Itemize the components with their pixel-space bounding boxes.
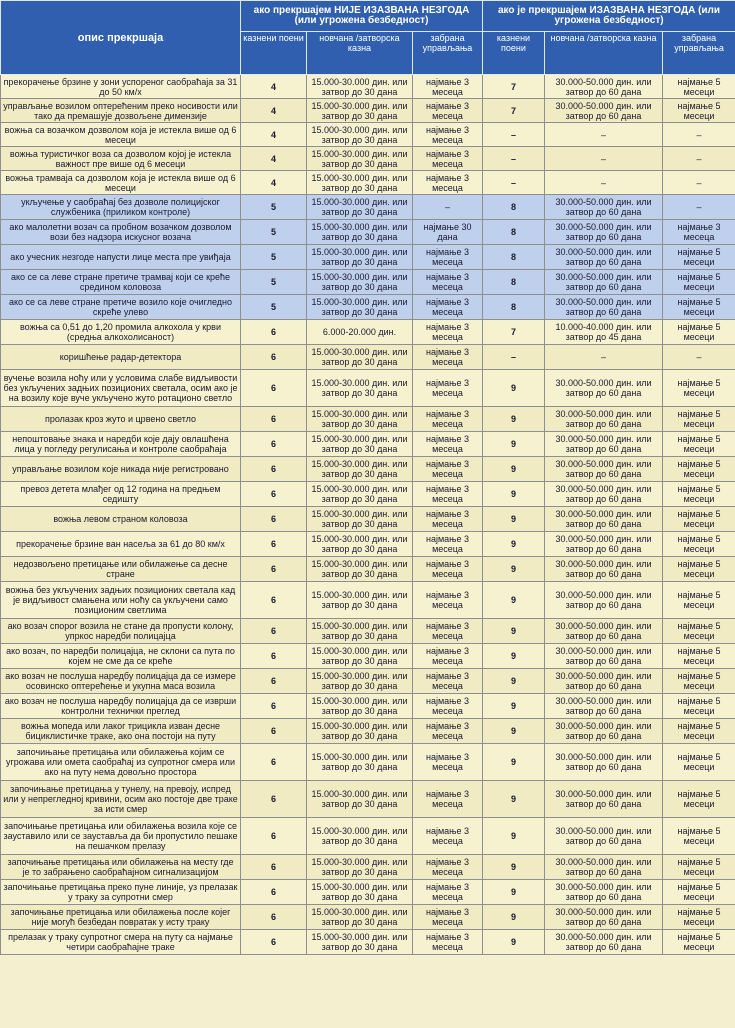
violation-description: вучење возила ноћу или у условима слабе видљивости без укључених задњих позиционих светала, осим ако је на возилу које вуче укључено жуто ротационо светло [1,370,241,407]
ban-no-accident: најмање 3 месеца [413,781,483,818]
fine-accident: 30.000-50.000 дин. или затвор до 60 дана [545,295,663,320]
violation-description: вожња трамваја са дозволом која је истекла више од 6 месеци [1,171,241,195]
ban-no-accident: најмање 3 месеца [413,669,483,694]
fine-no-accident: 15.000-30.000 дин. или затвор до 30 дана [307,719,413,744]
table-row [1,744,735,781]
ban-no-accident: најмање 3 месеца [413,147,483,171]
ban-accident: – [663,171,735,195]
points-no-accident: 6 [241,345,307,370]
points-no-accident: 6 [241,669,307,694]
points-no-accident: 6 [241,320,307,345]
points-no-accident: 6 [241,719,307,744]
ban-no-accident: најмање 3 месеца [413,457,483,482]
points-no-accident: 4 [241,171,307,195]
ban-no-accident: најмање 3 месеца [413,694,483,719]
table-row [1,482,735,507]
violation-description: коришћење радар-детектора [1,345,241,370]
fine-accident: 30.000-50.000 дин. или затвор до 60 дана [545,744,663,781]
points-no-accident: 5 [241,220,307,245]
table-row [1,171,735,195]
table-row [1,457,735,482]
ban-header-2: забрана управљања [663,32,735,75]
fine-no-accident: 15.000-30.000 дин. или затвор до 30 дана [307,171,413,195]
table-row [1,123,735,147]
ban-no-accident: најмање 3 месеца [413,744,483,781]
table-row [1,99,735,123]
points-accident: 9 [483,619,545,644]
accident-group-header: ако је прекршајем ИЗАЗВАНА НЕЗГОДА (или угрожена безбедност) [483,1,735,32]
table-row [1,644,735,669]
table-row [1,507,735,532]
table-row [1,694,735,719]
ban-accident: најмање 5 месеци [663,320,735,345]
ban-no-accident: најмање 3 месеца [413,619,483,644]
points-accident: – [483,171,545,195]
points-no-accident: 6 [241,855,307,880]
fine-no-accident: 15.000-30.000 дин. или затвор до 30 дана [307,147,413,171]
fine-no-accident: 15.000-30.000 дин. или затвор до 30 дана [307,694,413,719]
fine-no-accident: 15.000-30.000 дин. или затвор до 30 дана [307,99,413,123]
ban-accident: – [663,123,735,147]
ban-no-accident: најмање 3 месеца [413,99,483,123]
table-row [1,407,735,432]
fine-accident: 30.000-50.000 дин. или затвор до 60 дана [545,532,663,557]
points-accident: 9 [483,432,545,457]
points-no-accident: 6 [241,482,307,507]
fine-accident: 30.000-50.000 дин. или затвор до 60 дана [545,195,663,220]
fine-accident: 30.000-50.000 дин. или затвор до 60 дана [545,99,663,123]
violation-description: вожња без укључених задњих позиционих светала кад је видљивост смањена или ноћу са укључени само позиционим светлима [1,582,241,619]
fine-no-accident: 15.000-30.000 дин. или затвор до 30 дана [307,582,413,619]
points-accident: 9 [483,905,545,930]
fine-accident: – [545,147,663,171]
fine-no-accident: 15.000-30.000 дин. или затвор до 30 дана [307,532,413,557]
points-accident: 9 [483,669,545,694]
table-row [1,619,735,644]
ban-accident: најмање 5 месеци [663,930,735,955]
ban-no-accident: најмање 3 месеца [413,818,483,855]
points-no-accident: 6 [241,619,307,644]
ban-accident: најмање 5 месеци [663,532,735,557]
ban-accident: – [663,147,735,171]
table-row [1,295,735,320]
points-accident: 9 [483,644,545,669]
points-accident: 8 [483,270,545,295]
ban-no-accident: најмање 3 месеца [413,123,483,147]
violation-description: ако учесник незгоде напусти лице места пре увиђаја [1,245,241,270]
fine-accident: 30.000-50.000 дин. или затвор до 60 дана [545,482,663,507]
fine-no-accident: 15.000-30.000 дин. или затвор до 30 дана [307,744,413,781]
fine-no-accident: 15.000-30.000 дин. или затвор до 30 дана [307,557,413,582]
points-no-accident: 5 [241,270,307,295]
ban-no-accident: најмање 3 месеца [413,507,483,532]
violation-description: вожња са возачком дозволом која је истекла више од 6 месеци [1,123,241,147]
table-row [1,320,735,345]
fine-accident: 30.000-50.000 дин. или затвор до 60 дана [545,457,663,482]
violation-description: управљање возилом које никада није регистровано [1,457,241,482]
ban-no-accident: најмање 3 месеца [413,270,483,295]
ban-accident: најмање 5 месеци [663,482,735,507]
table-row [1,270,735,295]
violation-description: прелазак у траку супротног смера на путу са најмање четири саобраћајне траке [1,930,241,955]
points-accident: 7 [483,99,545,123]
points-no-accident: 6 [241,532,307,557]
fine-accident: 30.000-50.000 дин. или затвор до 60 дана [545,370,663,407]
table-row [1,432,735,457]
ban-no-accident: најмање 3 месеца [413,407,483,432]
ban-accident: најмање 5 месеци [663,432,735,457]
fine-accident: 30.000-50.000 дин. или затвор до 60 дана [545,507,663,532]
fine-no-accident: 15.000-30.000 дин. или затвор до 30 дана [307,407,413,432]
violation-description: започињање претицања или обилажења којим се угрожава или омета саобраћај из супротног смера или ако на путу нема довољно простора [1,744,241,781]
fine-no-accident: 15.000-30.000 дин. или затвор до 30 дана [307,930,413,955]
ban-accident: најмање 5 месеци [663,407,735,432]
points-accident: 9 [483,507,545,532]
ban-header-1: забрана управљања [413,32,483,75]
ban-accident: најмање 5 месеци [663,644,735,669]
points-header-1: казнени поени [241,32,307,75]
violation-description: започињање претицања преко пуне линије, уз прелазак у траку за супротни смер [1,880,241,905]
points-accident: 9 [483,818,545,855]
violation-description: вожња мопеда или лаког трицикла изван десне бициклистичке траке, ако она постоји на путу [1,719,241,744]
points-no-accident: 6 [241,370,307,407]
table-row [1,370,735,407]
fine-no-accident: 15.000-30.000 дин. или затвор до 30 дана [307,619,413,644]
points-accident: 8 [483,295,545,320]
ban-accident: најмање 5 месеци [663,75,735,99]
fine-no-accident: 15.000-30.000 дин. или затвор до 30 дана [307,818,413,855]
fine-no-accident: 15.000-30.000 дин. или затвор до 30 дана [307,370,413,407]
fine-accident: – [545,123,663,147]
fine-no-accident: 15.000-30.000 дин. или затвор до 30 дана [307,432,413,457]
points-no-accident: 6 [241,507,307,532]
violation-description: непоштовање знака и наредби које дају овлашћена лица у погледу регулисања и контроле саобраћаја [1,432,241,457]
fine-accident: 30.000-50.000 дин. или затвор до 60 дана [545,619,663,644]
table-row [1,781,735,818]
ban-accident: најмање 5 месеци [663,295,735,320]
violation-description: вожња левом страном коловоза [1,507,241,532]
fine-accident: 30.000-50.000 дин. или затвор до 60 дана [545,557,663,582]
violation-description: ако се са леве стране претиче трамвај који се креће средином коловоза [1,270,241,295]
points-accident: 9 [483,407,545,432]
fine-no-accident: 15.000-30.000 дин. или затвор до 30 дана [307,75,413,99]
fine-accident: 30.000-50.000 дин. или затвор до 60 дана [545,432,663,457]
points-accident: 9 [483,582,545,619]
violation-description: започињање претицања у тунелу, на превоју, испред или у непрегледној кривини, осим ако постоје две траке за исти смер [1,781,241,818]
ban-accident: – [663,345,735,370]
ban-no-accident: – [413,195,483,220]
points-no-accident: 4 [241,123,307,147]
table-row [1,532,735,557]
points-no-accident: 5 [241,295,307,320]
points-no-accident: 6 [241,644,307,669]
no-accident-group-header: ако прекршајем НИЈЕ ИЗАЗВАНА НЕЗГОДА (или угрожена безбедност) [241,1,483,32]
fine-accident: 10.000-40.000 дин. или затвор до 45 дана [545,320,663,345]
violation-description: недозвољено претицање или обилажење са десне стране [1,557,241,582]
violation-description: ако возач спорог возила не стане да пропусти колону, упркос наредби полицајца [1,619,241,644]
points-no-accident: 6 [241,407,307,432]
points-header-2: казнени поени [483,32,545,75]
points-accident: 7 [483,320,545,345]
violation-description: ако се са леве стране претиче возило које очигледно скреће улево [1,295,241,320]
fine-accident: 30.000-50.000 дин. или затвор до 60 дана [545,930,663,955]
fine-accident: 30.000-50.000 дин. или затвор до 60 дана [545,644,663,669]
fine-no-accident: 15.000-30.000 дин. или затвор до 30 дана [307,855,413,880]
table-row [1,719,735,744]
points-accident: 9 [483,880,545,905]
violation-description: вожња са 0,51 до 1,20 промила алкохола у крви (средња алкохолисаност) [1,320,241,345]
ban-accident: најмање 3 месеца [663,220,735,245]
fine-accident: 30.000-50.000 дин. или затвор до 60 дана [545,855,663,880]
points-no-accident: 5 [241,195,307,220]
fine-no-accident: 15.000-30.000 дин. или затвор до 30 дана [307,781,413,818]
points-no-accident: 6 [241,930,307,955]
ban-accident: најмање 5 месеци [663,557,735,582]
ban-accident: најмање 5 месеци [663,694,735,719]
violation-description: укључење у саобраћај без дозволе полицијског службеника (приликом контроле) [1,195,241,220]
ban-no-accident: најмање 3 месеца [413,482,483,507]
points-no-accident: 4 [241,75,307,99]
fine-accident: 30.000-50.000 дин. или затвор до 60 дана [545,719,663,744]
points-no-accident: 6 [241,582,307,619]
ban-no-accident: најмање 3 месеца [413,557,483,582]
violation-description: започињање претицања или обилажења на месту где је то забрањено саобраћајном сигнализацијом [1,855,241,880]
table-row [1,345,735,370]
ban-no-accident: најмање 3 месеца [413,719,483,744]
points-accident: 8 [483,245,545,270]
ban-no-accident: најмање 3 месеца [413,320,483,345]
table-row [1,147,735,171]
ban-no-accident: најмање 3 месеца [413,582,483,619]
fine-no-accident: 15.000-30.000 дин. или затвор до 30 дана [307,295,413,320]
violation-description: ако малолетни возач са пробном возачком дозволом вози без надзора искусног возача [1,220,241,245]
ban-no-accident: најмање 3 месеца [413,171,483,195]
ban-accident: најмање 5 месеци [663,669,735,694]
points-no-accident: 6 [241,694,307,719]
table-row [1,195,735,220]
ban-no-accident: најмање 30 дана [413,220,483,245]
fine-accident: 30.000-50.000 дин. или затвор до 60 дана [545,220,663,245]
violation-description: прекорачење брзине у зони успореног саобраћаја за 31 до 50 км/х [1,75,241,99]
fine-no-accident: 15.000-30.000 дин. или затвор до 30 дана [307,457,413,482]
ban-no-accident: најмање 3 месеца [413,345,483,370]
table-row [1,669,735,694]
points-no-accident: 6 [241,880,307,905]
ban-accident: најмање 5 месеци [663,781,735,818]
fine-accident: 30.000-50.000 дин. или затвор до 60 дана [545,270,663,295]
fine-no-accident: 6.000-20.000 дин. [307,320,413,345]
violation-description: ако возач, по наредби полицајца, не склони са пута по којем не сме да се креће [1,644,241,669]
ban-accident: најмање 5 месеци [663,855,735,880]
table-row [1,880,735,905]
fine-header-2: новчана /затворска казна [545,32,663,75]
fine-no-accident: 15.000-30.000 дин. или затвор до 30 дана [307,905,413,930]
table-row [1,905,735,930]
fine-accident: 30.000-50.000 дин. или затвор до 60 дана [545,669,663,694]
fine-no-accident: 15.000-30.000 дин. или затвор до 30 дана [307,880,413,905]
points-no-accident: 6 [241,557,307,582]
points-no-accident: 6 [241,818,307,855]
fine-no-accident: 15.000-30.000 дин. или затвор до 30 дана [307,669,413,694]
fine-no-accident: 15.000-30.000 дин. или затвор до 30 дана [307,644,413,669]
ban-accident: најмање 5 месеци [663,582,735,619]
fine-accident: 30.000-50.000 дин. или затвор до 60 дана [545,880,663,905]
points-no-accident: 6 [241,744,307,781]
fine-no-accident: 15.000-30.000 дин. или затвор до 30 дана [307,220,413,245]
ban-no-accident: најмање 3 месеца [413,905,483,930]
points-no-accident: 4 [241,99,307,123]
ban-accident: најмање 5 месеци [663,270,735,295]
table-row [1,582,735,619]
points-accident: 9 [483,719,545,744]
table-row [1,557,735,582]
ban-accident: – [663,195,735,220]
fine-no-accident: 15.000-30.000 дин. или затвор до 30 дана [307,195,413,220]
points-no-accident: 6 [241,457,307,482]
points-accident: 9 [483,482,545,507]
points-accident: 8 [483,220,545,245]
ban-accident: најмање 5 месеци [663,719,735,744]
ban-no-accident: најмање 3 месеца [413,532,483,557]
fine-accident: 30.000-50.000 дин. или затвор до 60 дана [545,818,663,855]
points-no-accident: 6 [241,905,307,930]
points-accident: 9 [483,457,545,482]
points-accident: 9 [483,557,545,582]
ban-no-accident: најмање 3 месеца [413,880,483,905]
points-accident: 7 [483,75,545,99]
ban-accident: најмање 5 месеци [663,245,735,270]
table-row [1,75,735,99]
points-no-accident: 5 [241,245,307,270]
fine-accident: 30.000-50.000 дин. или затвор до 60 дана [545,407,663,432]
violation-description: пролазак кроз жуто и црвено светло [1,407,241,432]
ban-no-accident: најмање 3 месеца [413,295,483,320]
table-row [1,220,735,245]
points-accident: 8 [483,195,545,220]
table-header [1,1,735,75]
ban-accident: најмање 5 месеци [663,905,735,930]
violation-description: превоз детета млађег од 12 година на предњем седишту [1,482,241,507]
ban-accident: најмање 5 месеци [663,507,735,532]
table-row [1,818,735,855]
ban-no-accident: најмање 3 месеца [413,644,483,669]
fine-no-accident: 15.000-30.000 дин. или затвор до 30 дана [307,507,413,532]
table-row [1,930,735,955]
points-accident: 9 [483,694,545,719]
fine-no-accident: 15.000-30.000 дин. или затвор до 30 дана [307,482,413,507]
ban-no-accident: најмање 3 месеца [413,855,483,880]
ban-accident: најмање 5 месеци [663,99,735,123]
ban-no-accident: најмање 3 месеца [413,75,483,99]
points-accident: – [483,345,545,370]
ban-no-accident: најмање 3 месеца [413,370,483,407]
fine-no-accident: 15.000-30.000 дин. или затвор до 30 дана [307,245,413,270]
violation-description: прекорачење брзине ван насеља за 61 до 80 км/х [1,532,241,557]
points-accident: 9 [483,855,545,880]
ban-accident: најмање 5 месеци [663,457,735,482]
violation-description: започињање претицања или обилажења возила које се зауставило или се зауставља да би пропустило пешаке на пешачком прелазу [1,818,241,855]
description-column-header: опис прекршаја [1,1,241,75]
fine-accident: 30.000-50.000 дин. или затвор до 60 дана [545,694,663,719]
fine-accident: – [545,345,663,370]
points-accident: 9 [483,930,545,955]
ban-no-accident: најмање 3 месеца [413,245,483,270]
ban-accident: најмање 5 месеци [663,818,735,855]
points-accident: 9 [483,370,545,407]
table-row [1,855,735,880]
points-no-accident: 6 [241,432,307,457]
ban-no-accident: најмање 3 месеца [413,432,483,457]
ban-accident: најмање 5 месеци [663,744,735,781]
fine-accident: 30.000-50.000 дин. или затвор до 60 дана [545,781,663,818]
violation-description: ако возач не послуша наредбу полицајца да се изврши контролни технички преглед [1,694,241,719]
fine-header-1: новчана /затворска казна [307,32,413,75]
points-accident: – [483,147,545,171]
table-row [1,245,735,270]
fine-no-accident: 15.000-30.000 дин. или затвор до 30 дана [307,270,413,295]
points-accident: – [483,123,545,147]
fine-no-accident: 15.000-30.000 дин. или затвор до 30 дана [307,123,413,147]
points-accident: 9 [483,781,545,818]
ban-no-accident: најмање 3 месеца [413,930,483,955]
violation-description: управљање возилом оптерећеним преко носивости или тако да премашује дозвољене димензије [1,99,241,123]
points-no-accident: 4 [241,147,307,171]
fine-no-accident: 15.000-30.000 дин. или затвор до 30 дана [307,345,413,370]
ban-accident: најмање 5 месеци [663,370,735,407]
fine-accident: 30.000-50.000 дин. или затвор до 60 дана [545,75,663,99]
fine-accident: 30.000-50.000 дин. или затвор до 60 дана [545,582,663,619]
fine-accident: 30.000-50.000 дин. или затвор до 60 дана [545,245,663,270]
violation-description: вожња туристичког воза са дозволом којој је истекла важност пре више од 6 месеци [1,147,241,171]
points-no-accident: 6 [241,781,307,818]
ban-accident: најмање 5 месеци [663,880,735,905]
points-accident: 9 [483,532,545,557]
violation-description: започињање претицања или обилажења после којег није могућ безбедан повратак у исту траку [1,905,241,930]
violation-description: ако возач не послуша наредбу полицајца да се измере осовинско оптерећење и укупна маса возила [1,669,241,694]
table-body [1,75,735,955]
fine-accident: – [545,171,663,195]
points-accident: 9 [483,744,545,781]
ban-accident: најмање 5 месеци [663,619,735,644]
fine-accident: 30.000-50.000 дин. или затвор до 60 дана [545,905,663,930]
